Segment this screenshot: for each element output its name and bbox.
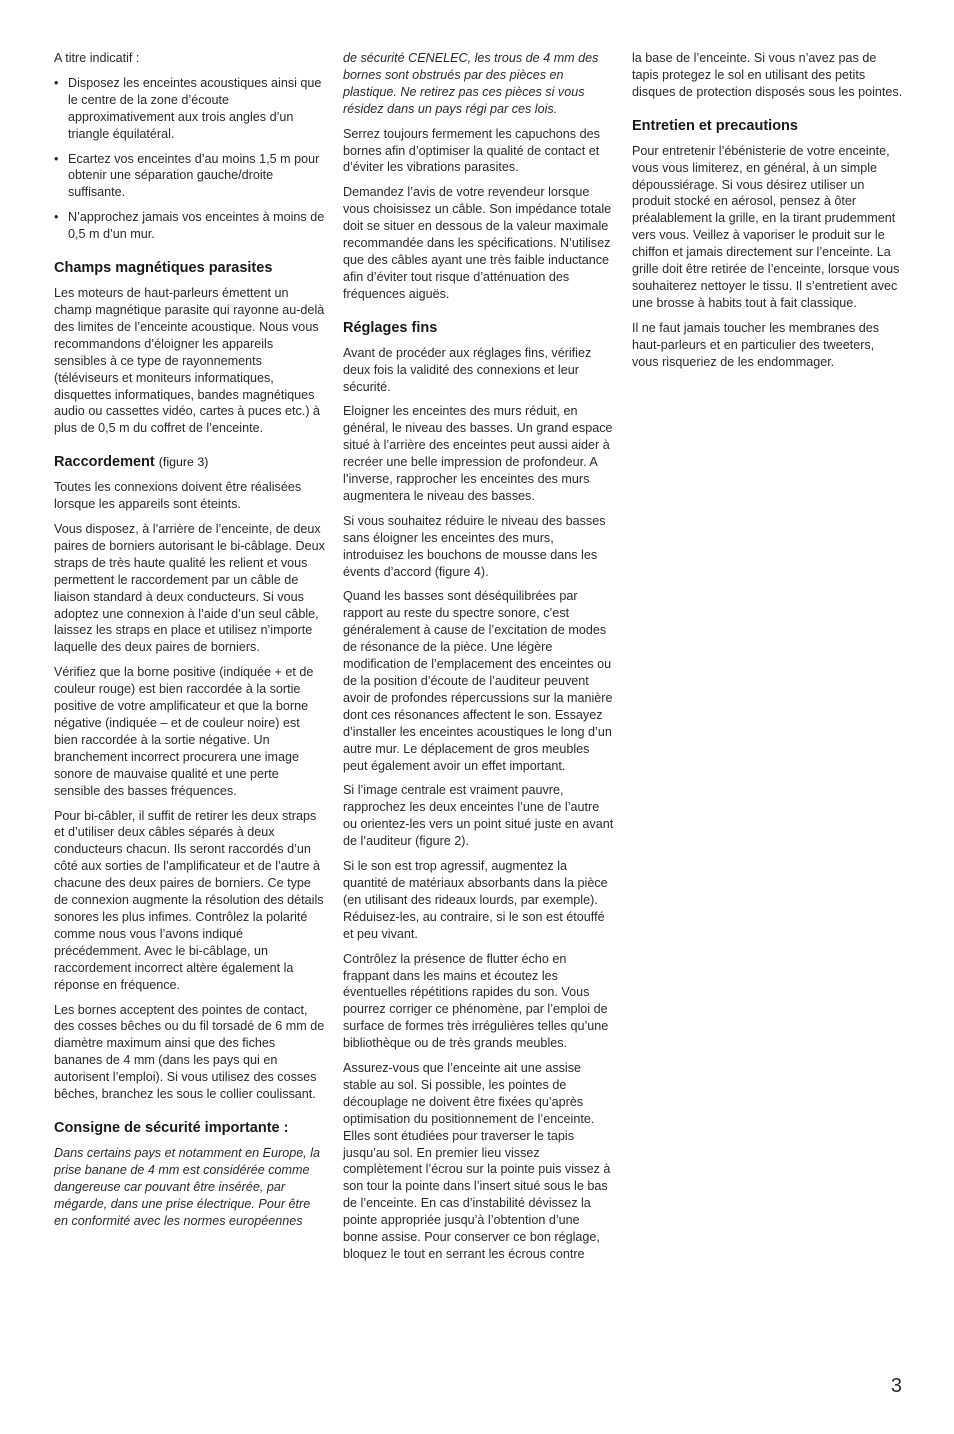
paragraph: Assurez-vous que l’enceinte ait une assise stable au sol. Si possible, les pointes de découplage ne doivent être fixées qu’après optimisation du positionnement de l’enceinte. Elles sont étudiées pour traverser le tapis jusqu’au sol. En premier lieu vissez complètement l’écrou sur la pointe puis vissez à son tour la pointe dans l’insert situé sous le bas de l’enceinte. En cas d’instabilité dévissez la pointe appropriée jusqu’à l’obtention d’une bonne assise. Pour conserver ce bon réglage, bloquez le tout en serrant les écrous contre (343, 1061, 611, 1261)
paragraph: Demandez l’avis de votre revendeur lorsque vous choisissez un câble. Son impédance totale doit se situer en dessous de la valeur maximale recommandée dans les spécifications. N’utilisez que des câbles ayant une très faible inductance afin d’éviter tout risque d’atténuation des fréquences aiguës. (343, 185, 612, 301)
paragraph: Les bornes acceptent des pointes de contact, des cosses bêches ou du fil torsadé de 6 mm de diamètre maximum ainsi que des fiches bananes de 4 mm (dans les pays qui en autorisent l’emploi). Si vous utilisez des cosses bêches, branchez les sous le collier coulissant. (54, 1002, 325, 1102)
paragraph: Il ne faut jamais toucher les membranes des haut-parleurs et en particulier des tweeters, vous risqueriez de les endommager. (632, 320, 880, 369)
safety-notice: Dans certains pays et notamment en Europe, la prise banane de 4 mm est considérée comme dangereuse car pouvant être insérée, par mégarde, dans une prise électrique. Pour être en conformité avec les normes européennes (54, 1145, 321, 1228)
heading-reglages-fins: Réglages fins (343, 319, 438, 336)
intro-text: A titre indicatif : (54, 51, 140, 65)
paragraph: Les moteurs de haut-parleurs émettent un champ magnétique parasite qui rayonne au-delà des limites de l’enceinte acoustique. Nous vous recommandons d’éloigner les appareils sensibles à ce type de rayonnements (téléviseurs et moniteurs informatiques, disquettes informatiques, bandes magnétiques audio ou cassettes vidéo, cartes à puces etc.) à plus de 0,5 m du coffret de l’enceinte. (54, 286, 325, 436)
paragraph: Avant de procéder aux réglages fins, vérifiez deux fois la validité des connexions et leur sécurité. (343, 345, 592, 394)
column-3 (632, 50, 904, 379)
paragraph: Si le son est trop agressif, augmentez la quantité de matériaux absorbants dans la pièce (en utilisant des rideaux lourds, par exemple). Réduisez-les, au contraire, si le son est étouffé et peu vivant. (343, 859, 608, 941)
heading-champs-magnetiques: Champs magnétiques parasites (54, 260, 273, 277)
paragraph: Si l’image centrale est vraiment pauvre, rapprochez les deux enceintes l’une de l’autre ou orientez-les vers un point situé juste en avant de l’auditeur (figure 2). (343, 783, 614, 849)
heading-entretien: Entretien et precautions (632, 117, 798, 134)
paragraph: Contrôlez la présence de flutter écho en frappant dans les mains et écoutez les éventuelles répétitions rapides du son. Vous pourrez corriger ce phénomène, par l’emploi de surface de formes très irrégulières telles qu’une bibliothèque ou de très grands meubles. (343, 951, 609, 1051)
column-1 (54, 50, 326, 1237)
paragraph: Si vous souhaitez réduire le niveau des basses sans éloigner les enceintes des murs, introduisez les bouchons de mousse dans les évents d’accord (figure 4). (343, 513, 606, 579)
list-item: • N’approchez jamais vos enceintes à moins de 0,5 m d’un mur. (54, 209, 326, 243)
paragraph: Vérifiez que la borne positive (indiquée + et de couleur rouge) est bien raccordée à la sortie positive de votre amplificateur et que la borne négative (indiquée – et de couleur noire) est bien raccordée à la sortie négative. Un branchement incorrect procurera une image sonore de mauvaise qualité et une perte sensible des basses fréquences. (54, 665, 314, 798)
heading-raccordement (54, 453, 326, 471)
paragraph: Toutes les connexions doivent être réalisées lorsque les appareils sont éteints. (54, 480, 302, 512)
list-item: • Disposez les enceintes acoustiques ainsi que le centre de la zone d’écoute approximativement aux trois angles d’un triangle équilatéral. (54, 75, 326, 143)
paragraph: Pour bi-câbler, il suffit de retirer les deux straps et d’utiliser deux câbles séparés à deux conducteurs chacun. Ils seront raccordés d’un côté aux sorties de l’amplificateur et de l’autre à chacune des deux paires de borniers. Ce type de connexion augmente la résolution des détails sonores les plus infimes. Contrôlez la polarité comme nous vous l’avons indiqué précédemment. Avec le bi-câblage, un raccordement incorrect altère également la réponse en fréquence. (54, 808, 324, 992)
safety-notice-continued: de sécurité CENELEC, les trous de 4 mm des bornes sont obstrués par des pièces en plastique. Ne retirez pas ces pièces si vous résidez dans un pays régi par ces lois. (343, 51, 599, 116)
page-number: 3 (890, 1375, 902, 1397)
heading-raccordement-text: Raccordement (54, 454, 155, 471)
paragraph: Vous disposez, à l’arrière de l’enceinte, de deux paires de borniers autorisant le bi-câblage. Deux straps de très haute qualité les relient et vous permettent le raccordement par un câble de liaison standard à deux conducteurs. Si vous adoptez une connexion à l’aide d’un seul câble, laissez les straps en place et utilisez n’importe laquelle des deux paires de borniers. (54, 522, 325, 655)
placement-list (54, 75, 326, 243)
paragraph: Quand les basses sont déséquilibrées par rapport au reste du spectre sonore, c’est généralement à cause de l’excitation de modes de résonance de la pièce. Une légère modification de l’emplacement des enceintes ou de la position d’écoute de l’auditeur peuvent avoir de profondes répercussions sur la manière dont ces résonances affectent le son. Essayez d’installer les enceintes acoustiques le long d’un autre mur. Le déplacement de gros meubles peut également avoir un effet important. (343, 589, 613, 773)
figure-reference: (figure 3) (158, 455, 209, 470)
heading-consigne-securite: Consigne de sécurité importante : (54, 1119, 289, 1136)
paragraph-continued: la base de l’enceinte. Si vous n’avez pas de tapis protegez le sol en utilisant des petits disques de protection disposés sous les pointes. (632, 51, 903, 99)
list-item: • Ecartez vos enceintes d’au moins 1,5 m pour obtenir une séparation gauche/droite suffisante. (54, 151, 326, 202)
paragraph: Eloigner les enceintes des murs réduit, en général, le niveau des basses. Un grand espace situé à l’arrière des enceintes peut aussi aider à recréer une belle impression de profondeur. A l’inverse, rapprocher les enceintes des murs augmentera le niveau des basses. (343, 404, 613, 503)
column-2 (343, 50, 615, 1271)
paragraph: Serrez toujours fermement les capuchons des bornes afin d’optimiser la qualité de contact et d’éviter les vibrations parasites. (343, 126, 600, 175)
paragraph: Pour entretenir l’ébénisterie de votre enceinte, vous vous limiterez, en général, à un simple dépoussiérage. Si vous désirez utiliser un produit stocké en aérosol, pensez à ôter préalablement la grille, en la tirant prudemment vers vous. Veillez à vaporiser le produit sur le chiffon et jamais directement sur l’enceinte. La grille doit être retirée de l’enceinte, lorsque vous souhaiterez nettoyer le tissu. Il s’entretient avec une brosse à habits tout à fait classique. (632, 143, 900, 310)
